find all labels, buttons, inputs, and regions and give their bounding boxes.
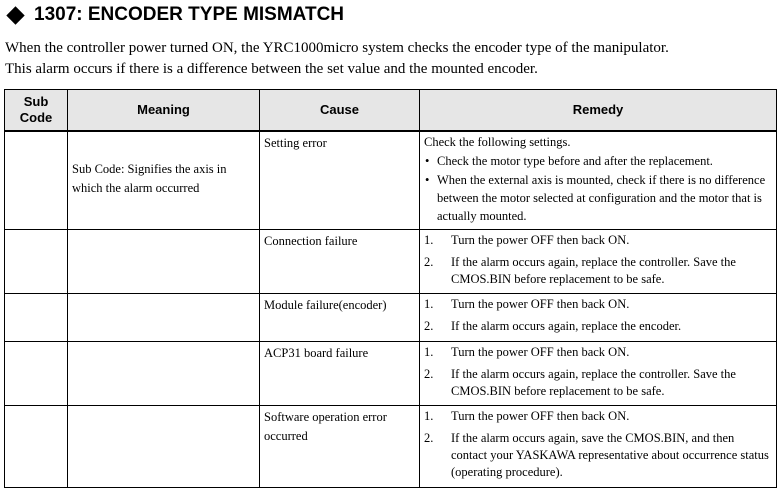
meaning-cell (68, 229, 260, 293)
sub-code-cell (5, 293, 68, 341)
remedy-intro: Check the following settings. (424, 135, 571, 149)
remedy-step: 2. If the alarm occurs again, replace the encoder. (424, 318, 682, 333)
header-sub-code: Sub Code (5, 90, 68, 132)
remedy-step: 2. If the alarm occurs again, save the CMOS.BIN, and then contact your YASKAWA representative about occurrence status (operating procedure). (424, 430, 769, 479)
remedy-bullet: • When the external axis is mounted, check if there is no difference between the motor selected at configuration and the motor that is actually mounted. (425, 173, 766, 223)
table-row (5, 405, 777, 487)
remedy-steps (424, 296, 772, 335)
remedy-cell (420, 229, 777, 293)
remedy-step: 2. If the alarm occurs again, replace the controller. Save the CMOS.BIN before replacement to be safe. (424, 254, 736, 286)
alarm-table (4, 89, 777, 488)
cause-cell: ACP31 board failure (260, 341, 420, 405)
remedy-cell (420, 405, 777, 487)
bullet-icon: • (425, 173, 430, 187)
remedy-cell (420, 131, 777, 229)
meaning-cell (68, 405, 260, 487)
remedy-steps (424, 344, 772, 400)
intro-line: When the controller power turned ON, the YRC1000micro system checks the encoder type of the manipulator. (5, 40, 669, 56)
table-row (5, 229, 777, 293)
bullet-icon: • (425, 154, 430, 168)
remedy-step: 1. Turn the power OFF then back ON. (424, 408, 630, 423)
sub-code-cell (5, 405, 68, 487)
alarm-title: 1307: ENCODER TYPE MISMATCH (34, 4, 345, 25)
intro-paragraph (5, 38, 775, 80)
cause-cell: Software operation error occurred (260, 405, 420, 487)
remedy-bullet: • Check the motor type before and after the replacement. (425, 154, 713, 168)
diamond-icon (6, 6, 24, 24)
table-row (5, 293, 777, 341)
table-header-row (5, 90, 777, 132)
sub-code-cell (5, 341, 68, 405)
alarm-heading (4, 4, 344, 26)
remedy-step: 1. Turn the power OFF then back ON. (424, 296, 630, 311)
remedy-steps (424, 232, 772, 288)
remedy-bullet-list (424, 152, 772, 225)
remedy-cell (420, 341, 777, 405)
table-row (5, 131, 777, 229)
meaning-cell (68, 341, 260, 405)
header-meaning: Meaning (68, 90, 260, 132)
remedy-step: 1. Turn the power OFF then back ON. (424, 232, 630, 247)
cause-cell: Setting error (260, 131, 420, 229)
remedy-cell (420, 293, 777, 341)
header-remedy: Remedy (420, 90, 777, 132)
sub-code-cell (5, 229, 68, 293)
header-cause: Cause (260, 90, 420, 132)
meaning-cell: Sub Code: Signifies the axis in which the alarm occurred (68, 131, 260, 229)
table-row (5, 341, 777, 405)
remedy-step: 2. If the alarm occurs again, replace the controller. Save the CMOS.BIN before replacement to be safe. (424, 366, 736, 398)
sub-code-cell (5, 131, 68, 229)
meaning-cell (68, 293, 260, 341)
intro-line: This alarm occurs if there is a difference between the set value and the mounted encoder. (5, 61, 538, 77)
cause-cell: Module failure(encoder) (260, 293, 420, 341)
cause-cell: Connection failure (260, 229, 420, 293)
remedy-steps (424, 408, 772, 481)
remedy-step: 1. Turn the power OFF then back ON. (424, 344, 630, 359)
